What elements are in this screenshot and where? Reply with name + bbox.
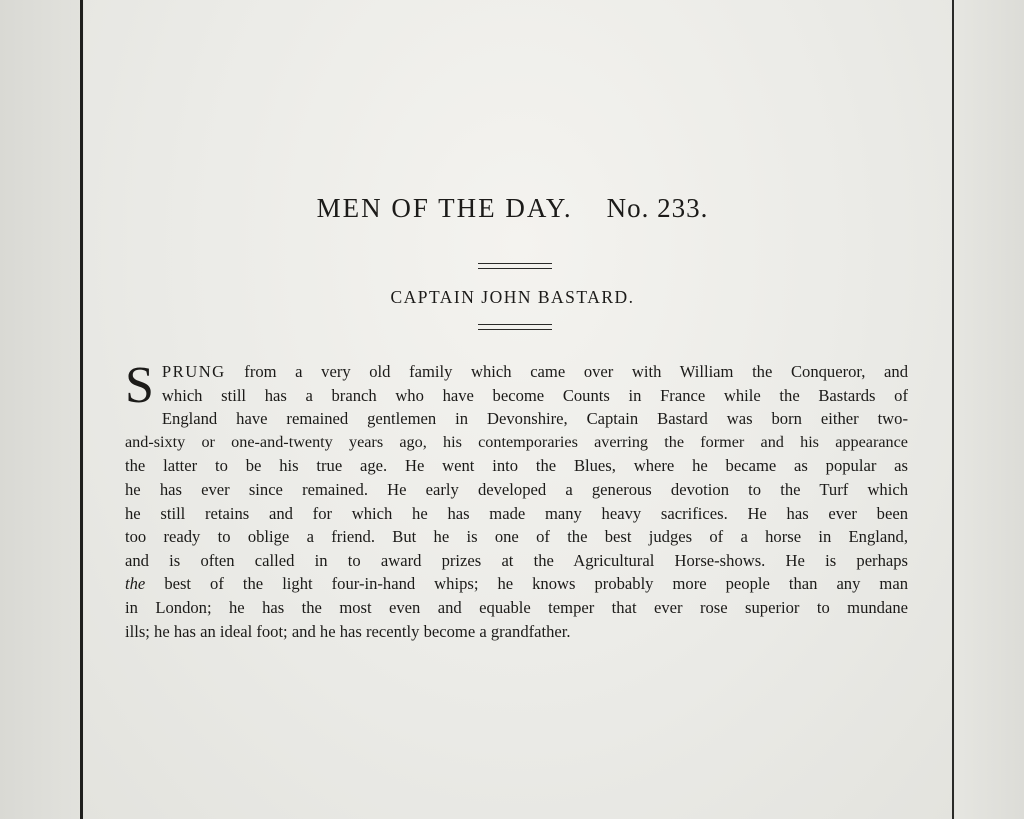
double-rule-bottom bbox=[478, 324, 552, 330]
article-line: England have remained gentlemen in Devonshire, Captain Bastard was born either two- bbox=[161, 409, 908, 429]
masthead-title: MEN OF THE DAY. bbox=[316, 193, 573, 223]
double-rule-top bbox=[478, 263, 552, 269]
article-line bbox=[125, 572, 908, 596]
article-line: and is often called in to award prizes at the Agricultural Horse-shows. He is perhaps bbox=[125, 550, 908, 570]
article-body bbox=[125, 357, 908, 643]
italic-word: the bbox=[125, 574, 146, 594]
right-background bbox=[955, 0, 1024, 819]
article-line: ills; he has an ideal foot; and he has recently become a grandfather. bbox=[125, 621, 571, 641]
opening-word: PRUNG bbox=[161, 362, 226, 381]
page-left-border bbox=[80, 0, 83, 819]
left-background bbox=[0, 0, 84, 819]
article-line: too ready to oblige a friend. But he is one of the best judges of a horse in England, bbox=[125, 527, 908, 547]
article-line: he still retains and for which he has made many heavy sacrifices. He has ever been bbox=[125, 503, 908, 523]
masthead bbox=[150, 193, 875, 224]
article-line: he has ever since remained. He early developed a generous devotion to the Turf which bbox=[125, 479, 908, 499]
article-line bbox=[125, 360, 908, 384]
page-right-border bbox=[952, 0, 954, 819]
drop-cap: S bbox=[125, 357, 154, 414]
article-line: in London; he has the most even and equable temper that ever rose superior to mundane bbox=[125, 597, 908, 617]
article-line: the latter to be his true age. He went into the Blues, where he became as popular as bbox=[125, 456, 908, 476]
article-line: and-sixty or one-and-twenty years ago, his contemporaries averring the former and his appearance bbox=[125, 432, 908, 451]
article-line-text: best of the light four-in-hand whips; he knows probably more people than any man bbox=[164, 574, 908, 594]
issue-number: No. 233. bbox=[606, 193, 709, 223]
article-line: which still has a branch who have become Counts in France while the Bastards of bbox=[161, 385, 908, 405]
article-line-text: from a very old family which came over with William the Conqueror, and bbox=[244, 362, 908, 381]
subject-title: CAPTAIN JOHN BASTARD. bbox=[390, 287, 635, 307]
